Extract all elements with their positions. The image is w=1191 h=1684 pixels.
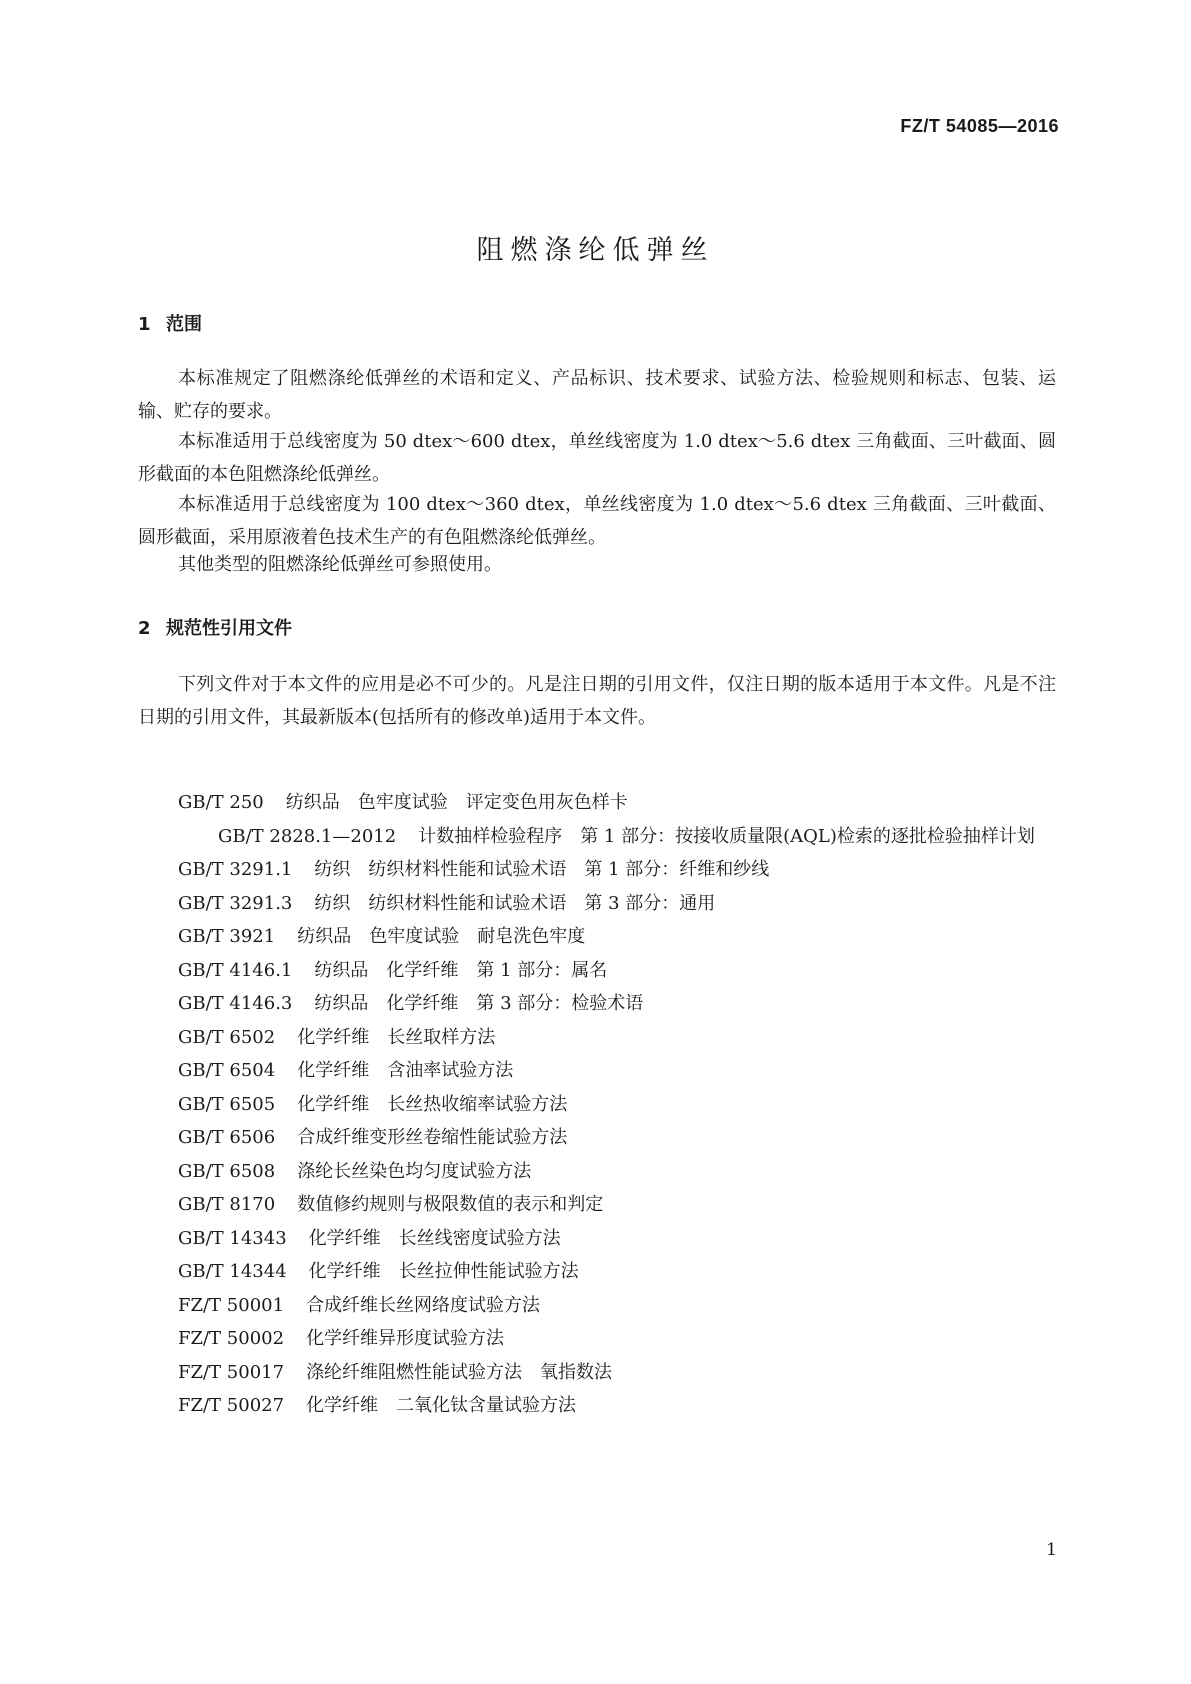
- reference-title: 纺织品 化学纤维 第 3 部分：检验术语: [314, 993, 644, 1014]
- reference-item: [138, 1054, 1056, 1088]
- reference-item: [138, 1356, 1056, 1390]
- reference-code: GB/T 6505: [178, 1093, 276, 1115]
- reference-code: FZ/T 50001: [178, 1294, 285, 1316]
- section-heading-scope: [138, 310, 202, 336]
- standard-number: FZ/T 54085—2016: [900, 116, 1059, 136]
- reference-item: [138, 1088, 1056, 1122]
- reference-code: FZ/T 50017: [178, 1361, 285, 1383]
- reference-item: [138, 1255, 1056, 1289]
- reference-item: [138, 1021, 1056, 1055]
- reference-item: [138, 820, 1056, 854]
- references-intro: 下列文件对于本文件的应用是必不可少的。凡是注日期的引用文件，仅注日期的版本适用于本文件。凡是不注日期的引用文件，其最新版本(包括所有的修改单)适用于本文件。: [138, 674, 1056, 728]
- reference-title: 化学纤维 长丝拉伸性能试验方法: [308, 1261, 579, 1282]
- section-title: 范围: [166, 314, 202, 335]
- reference-code: GB/T 3291.3: [178, 892, 293, 914]
- reference-code: GB/T 6506: [178, 1127, 276, 1148]
- reference-item: [138, 954, 1056, 988]
- reference-title: 涤纶纤维阻燃性能试验方法 氧指数法: [306, 1361, 613, 1383]
- reference-code: FZ/T 50027: [178, 1395, 285, 1416]
- reference-item: [138, 1121, 1056, 1155]
- reference-item: [138, 1389, 1056, 1423]
- reference-code: GB/T 8170: [178, 1194, 276, 1215]
- reference-item: [138, 987, 1056, 1021]
- reference-code: FZ/T 50002: [178, 1328, 285, 1349]
- reference-item: [138, 1289, 1056, 1323]
- reference-title: 化学纤维 含油率试验方法: [297, 1060, 514, 1081]
- reference-title: 数值修约规则与极限数值的表示和判定: [297, 1194, 604, 1215]
- reference-title: 化学纤维 二氧化钛含量试验方法: [306, 1395, 577, 1416]
- reference-code: GB/T 6504: [178, 1060, 276, 1081]
- reference-title: 合成纤维变形丝卷缩性能试验方法: [297, 1127, 568, 1148]
- reference-code: GB/T 3291.1: [178, 859, 293, 880]
- reference-code: GB/T 3921: [178, 926, 276, 947]
- section-number: 1: [138, 314, 151, 335]
- reference-title: 化学纤维 长丝线密度试验方法: [308, 1227, 561, 1249]
- reference-title: 纺织 纺织材料性能和试验术语 第 1 部分：纤维和纱线: [314, 859, 770, 880]
- reference-title: 化学纤维 长丝取样方法: [297, 1026, 496, 1048]
- reference-code: GB/T 14344: [178, 1261, 287, 1282]
- reference-title: 涤纶长丝染色均匀度试验方法: [297, 1160, 532, 1182]
- reference-code: GB/T 6508: [178, 1160, 276, 1182]
- reference-title: 纺织品 色牢度试验 耐皂洗色牢度: [297, 926, 586, 947]
- reference-item: [138, 786, 1056, 820]
- reference-title: 纺织品 色牢度试验 评定变色用灰色样卡: [285, 792, 628, 813]
- reference-code: GB/T 14343: [178, 1227, 287, 1249]
- reference-item: [138, 1322, 1056, 1356]
- reference-item: [138, 853, 1056, 887]
- reference-item: [138, 920, 1056, 954]
- reference-item: [138, 1188, 1056, 1222]
- reference-item: [138, 1222, 1056, 1256]
- scope-paragraph: 其他类型的阻燃涤纶低弹丝可参照使用。: [178, 554, 502, 575]
- reference-code: GB/T 6502: [178, 1026, 276, 1048]
- reference-item: [138, 887, 1056, 921]
- reference-title: 纺织 纺织材料性能和试验术语 第 3 部分：通用: [314, 892, 716, 914]
- reference-item: [138, 1155, 1056, 1189]
- page-number: 1: [1046, 1540, 1057, 1560]
- section-number: 2: [138, 618, 151, 639]
- reference-title: 合成纤维长丝网络度试验方法: [306, 1294, 541, 1316]
- reference-title: 纺织品 化学纤维 第 1 部分：属名: [314, 959, 608, 981]
- reference-code: GB/T 4146.1: [178, 959, 293, 981]
- section-title: 规范性引用文件: [166, 618, 292, 639]
- reference-code: GB/T 250: [178, 792, 264, 813]
- reference-code: GB/T 4146.3: [178, 993, 293, 1014]
- reference-title: 计数抽样检验程序 第 1 部分：按接收质量限(AQL)检索的逐批检验抽样计划: [418, 825, 1035, 847]
- reference-list: [138, 786, 1056, 1423]
- section-heading-normative-references: [138, 614, 292, 640]
- reference-code: GB/T 2828.1—2012: [218, 825, 397, 847]
- scope-paragraph: 本标准适用于总线密度为 100 dtex～360 dtex，单丝线密度为 1.0 dtex～5.6 dtex 三角截面、三叶截面、圆形截面，采用原液着色技术生产的有色阻燃涤纶低弹丝。: [138, 494, 1056, 548]
- reference-title: 化学纤维 长丝热收缩率试验方法: [297, 1093, 568, 1115]
- scope-paragraph: 本标准规定了阻燃涤纶低弹丝的术语和定义、产品标识、技术要求、试验方法、检验规则和标志、包装、运输、贮存的要求。: [138, 368, 1056, 422]
- document-title: 阻燃涤纶低弹丝: [476, 235, 715, 266]
- scope-paragraph: 本标准适用于总线密度为 50 dtex～600 dtex，单丝线密度为 1.0 dtex～5.6 dtex 三角截面、三叶截面、圆形截面的本色阻燃涤纶低弹丝。: [138, 431, 1056, 485]
- reference-title: 化学纤维异形度试验方法: [306, 1328, 505, 1349]
